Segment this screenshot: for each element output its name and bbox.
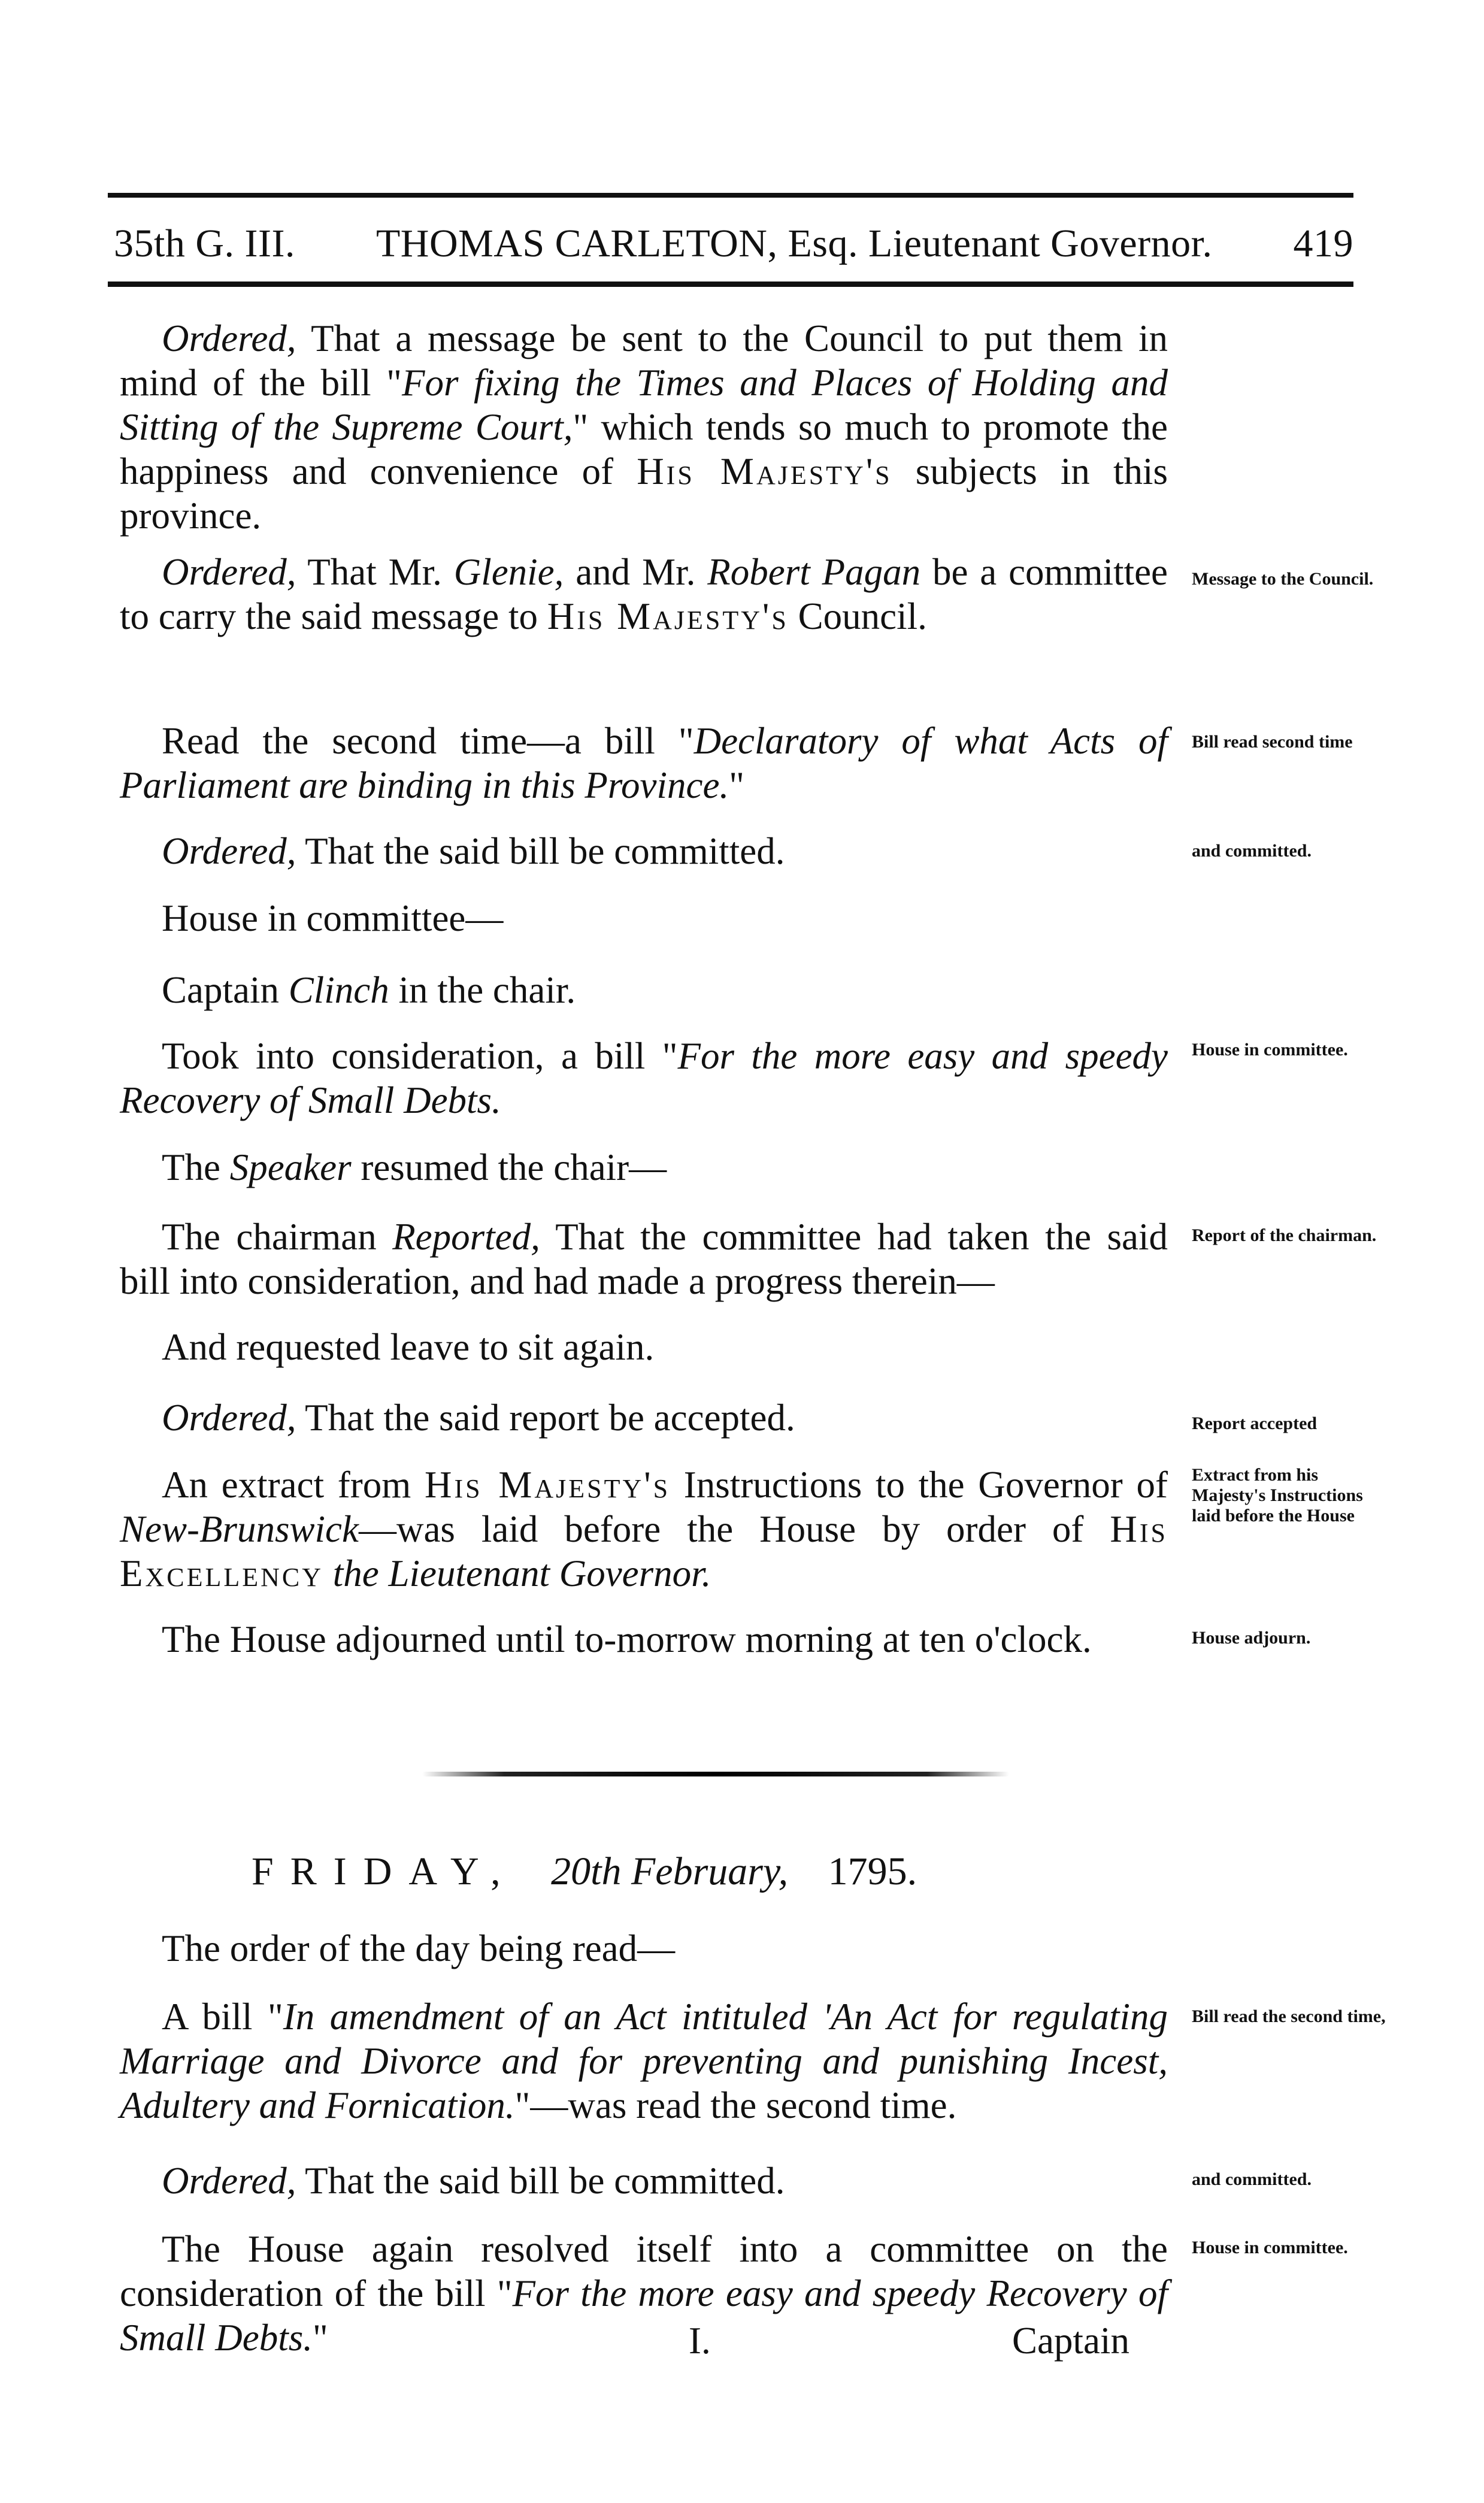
text-run: His Majesty's [637, 450, 892, 492]
text-run: the Lieutenant Governor. [332, 1552, 711, 1594]
text-run: Glenie, [453, 551, 564, 593]
text-run: The House again resolved itself into a committee on the consideration of the bill " [120, 2228, 1168, 2314]
text-run: Ordered, [162, 2160, 296, 2202]
paragraph [120, 1994, 1168, 2127]
text-run: That the said bill be committed. [296, 2160, 785, 2202]
text-run: His Excellency [120, 1508, 1168, 1594]
text-run: Clinch [288, 969, 389, 1011]
running-head [114, 211, 1353, 277]
paragraph-text [120, 829, 1168, 873]
text-run: His Majesty's [547, 595, 789, 637]
running-head-title: THOMAS CARLETON, Esq. Lieutenant Governor. [375, 222, 1213, 265]
paragraph-text [120, 896, 1168, 940]
margin-note: and committed. [1192, 2169, 1312, 2189]
margin-note: Bill read second time [1192, 732, 1353, 752]
text-run: For the more easy and speedy Recovery of Small Debts. [120, 1035, 1168, 1121]
text-run: —was laid before the House by order of [358, 1508, 1110, 1550]
paragraph [120, 1034, 1168, 1122]
catchword: Captain [1012, 2320, 1129, 2362]
margin-note: Extract from his Majesty's Instructions laid before the House [1192, 1465, 1363, 1526]
text-run: Robert Pagan [707, 551, 921, 593]
paragraph [120, 1215, 1168, 1303]
day-heading-date: 20th February, [551, 1850, 789, 1893]
paragraph-text [120, 1926, 1168, 1971]
text-run: That the said bill be committed. [296, 830, 785, 872]
paragraph [120, 1617, 1168, 1661]
paragraph-text [120, 1463, 1168, 1596]
margin-note: Bill read the second time, [1192, 2006, 1386, 2026]
text-run: An extract from [162, 1464, 425, 1506]
signature-mark: I. [689, 2320, 711, 2362]
text-run: " [729, 764, 744, 806]
paragraph-text [120, 550, 1168, 638]
text-run: Captain [162, 969, 289, 1011]
text-run: Reported, [392, 1216, 540, 1258]
paragraph-text [120, 1396, 1168, 1440]
paragraph [120, 1926, 1168, 1971]
paragraph [120, 1396, 1168, 1440]
text-run: Speaker [229, 1146, 352, 1188]
text-run [323, 1552, 333, 1594]
paragraph-text [120, 2159, 1168, 2203]
paragraph [120, 1325, 1168, 1369]
paragraph [120, 1463, 1168, 1596]
paragraph [120, 719, 1168, 807]
margin-note: House adjourn. [1192, 1628, 1311, 1648]
margin-note: House in committee. [1192, 2238, 1348, 2257]
text-run: House in committee— [162, 897, 504, 939]
text-run: Instructions to the Governor of [670, 1464, 1168, 1506]
paragraph [120, 829, 1168, 873]
paragraph-text [120, 1994, 1168, 2127]
text-run: The [162, 1146, 230, 1188]
paragraph-text [120, 1325, 1168, 1369]
paragraph-text [120, 1145, 1168, 1190]
day-heading-year: 1795. [828, 1850, 917, 1893]
header-rule [108, 282, 1353, 287]
text-run: The chairman [162, 1216, 393, 1258]
margin-note: Report of the chairman. [1192, 1225, 1377, 1245]
paragraph-text [120, 1617, 1168, 1661]
margin-note: and committed. [1192, 841, 1312, 861]
day-heading-day: FRIDAY, [252, 1850, 517, 1893]
paragraph [120, 550, 1168, 638]
text-run: For fixing the Times and Places of Holding and Sitting of the Supreme Court, [120, 362, 1168, 448]
paragraph [120, 316, 1168, 538]
text-run: Ordered, [162, 317, 296, 359]
text-run: Ordered, [162, 551, 296, 593]
text-run: Council. [788, 595, 927, 637]
paragraph [120, 896, 1168, 940]
text-run: In amendment of an Act intituled 'An Act for regulating Marriage and Divorce and for preventing and punishing Incest, Adultery and Fornication. [120, 1996, 1168, 2126]
text-run: That a message be sent to the Council to put them in mind of the bill " [120, 317, 1168, 404]
top-rule [108, 193, 1353, 198]
text-run: in the chair. [389, 969, 576, 1011]
paragraph [120, 1145, 1168, 1190]
text-run: Declaratory of what Acts of Parliament are binding in this Province. [120, 720, 1168, 806]
text-run: " which tends so much to promote the happiness and convenience of [120, 406, 1168, 492]
text-run: The House adjourned until to-morrow morning at ten o'clock. [162, 1618, 1092, 1660]
text-run: And requested leave to sit again. [162, 1326, 655, 1368]
paragraph-text [120, 2227, 1168, 2360]
paragraph [120, 968, 1168, 1012]
text-run: New-Brunswick [120, 1508, 359, 1550]
section-divider [422, 1772, 1009, 1776]
margin-note: Message to the Council. [1192, 569, 1374, 589]
text-run: His Majesty's [424, 1464, 671, 1506]
margin-note: House in committee. [1192, 1040, 1348, 1060]
text-run: The order of the day being read— [162, 1927, 676, 1969]
text-run: be a committee to carry the said message to [120, 551, 1168, 637]
text-run: Took into consideration, a bill " [162, 1035, 678, 1077]
paragraph-text [120, 316, 1168, 538]
text-run: Ordered, [162, 830, 296, 872]
text-run: and Mr. [564, 551, 708, 593]
text-run: Ordered, [162, 1397, 296, 1439]
text-run: resumed the chair— [351, 1146, 667, 1188]
text-run: A bill " [162, 1996, 283, 2038]
text-run: subjects in this province. [120, 450, 1168, 537]
paragraph-text [120, 1215, 1168, 1303]
text-run: Read the second time—a bill " [162, 720, 694, 762]
paragraph-text [120, 968, 1168, 1012]
text-run: That the said report be accepted. [296, 1397, 795, 1439]
margin-note: Report accepted [1192, 1414, 1318, 1433]
text-run: That Mr. [296, 551, 454, 593]
paragraph [120, 2159, 1168, 2203]
page-number: 419 [1293, 222, 1353, 265]
text-run: For the more easy and speedy Recovery of Small Debts. [120, 2272, 1168, 2359]
running-head-left: 35th G. III. [114, 222, 295, 265]
text-run: "—was read the second time. [514, 2084, 957, 2126]
text-run: " [312, 2317, 328, 2359]
paragraph-text [120, 1034, 1168, 1122]
text-run: That the committee had taken the said bill into consideration, and had made a progress therein— [120, 1216, 1168, 1302]
day-heading [252, 1845, 1270, 1899]
paragraph-text [120, 719, 1168, 807]
paragraph [120, 2227, 1168, 2360]
